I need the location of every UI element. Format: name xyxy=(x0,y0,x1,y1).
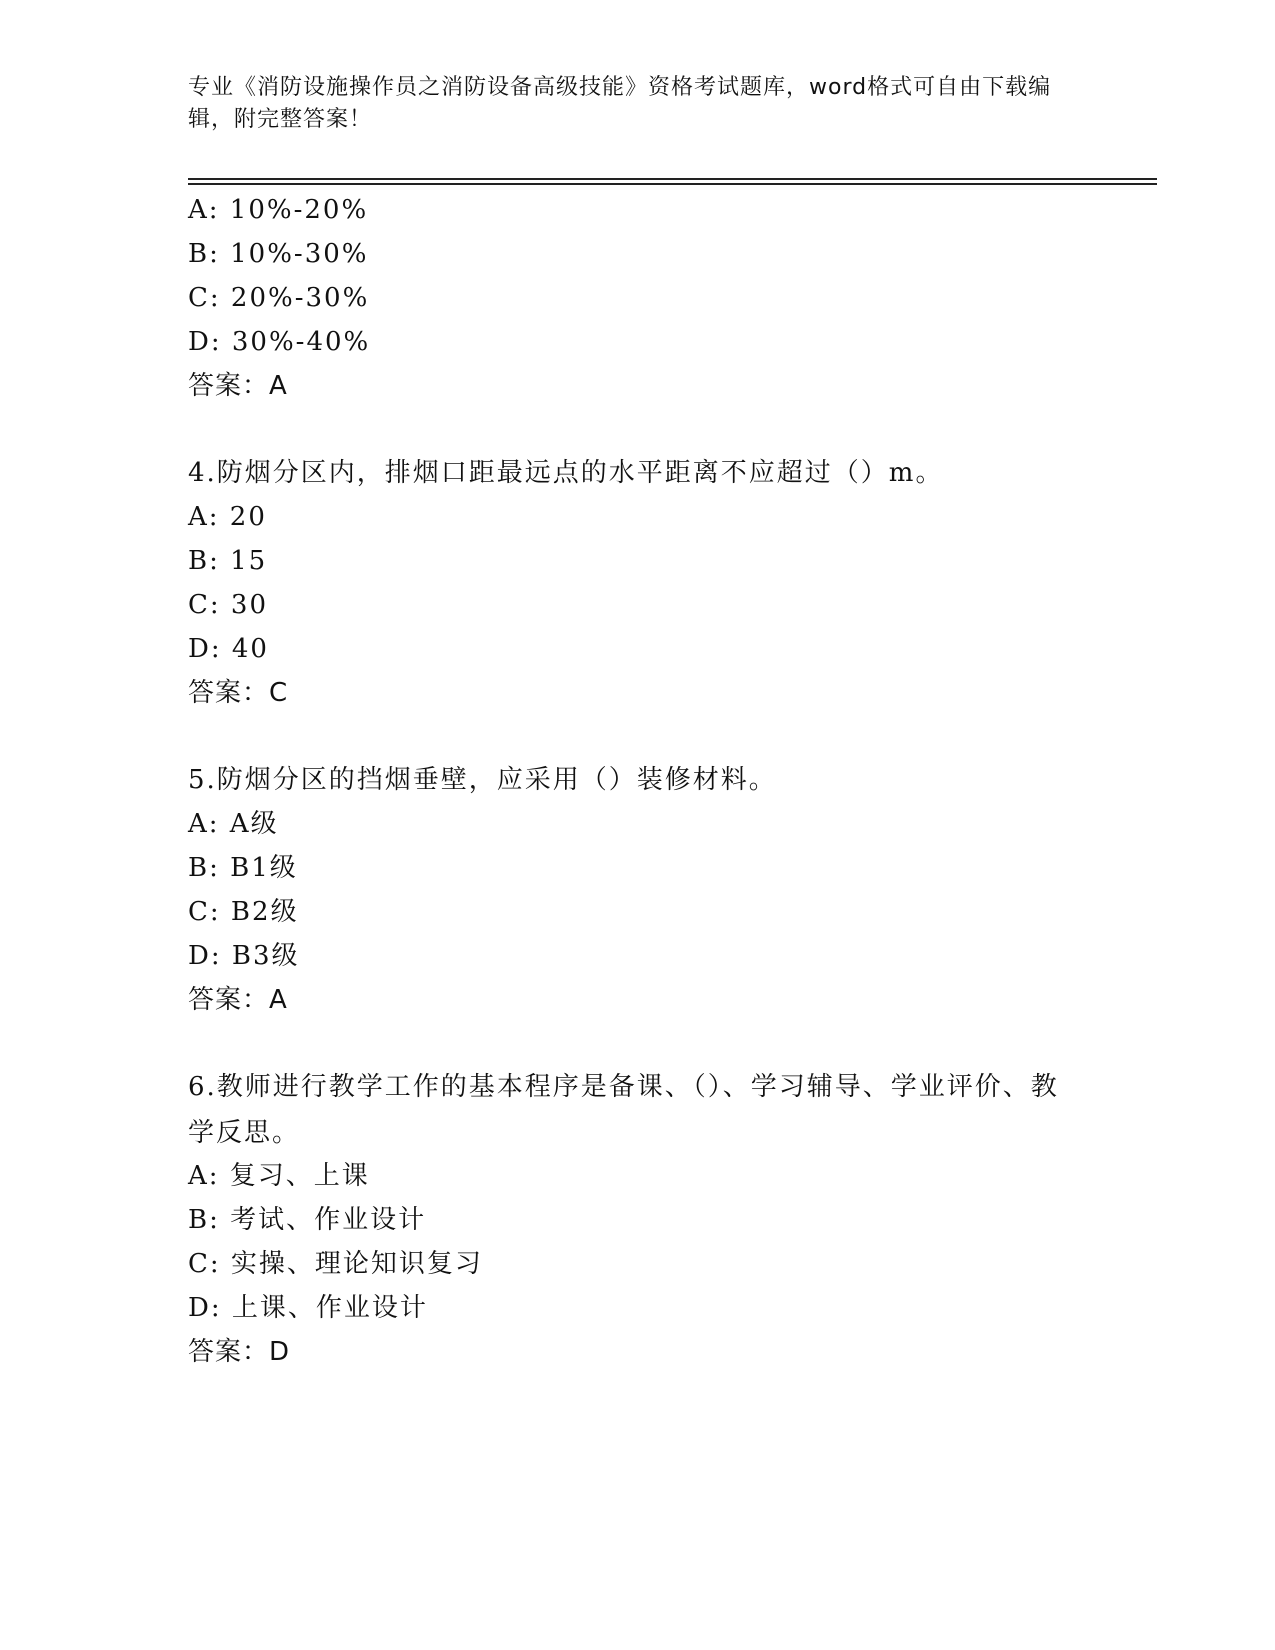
q6-option-c: C: 实操、理论知识复习 xyxy=(188,1249,483,1279)
q5-answer: 答案：A xyxy=(188,985,288,1015)
q6-option-d: D: 上课、作业设计 xyxy=(188,1293,428,1323)
q3-option-d: D: 30%-40% xyxy=(188,327,371,357)
q5-option-d: D: B3级 xyxy=(188,941,300,971)
document-header: 专业《消防设施操作员之消防设备高级技能》资格考试题库，word格式可自由下载编辑，附完整答案！ xyxy=(188,75,1052,132)
q4-option-a: A: 20 xyxy=(188,502,267,532)
q4-question: 4.防烟分区内，排烟口距最远点的水平距离不应超过（）m。 xyxy=(188,458,944,488)
q5-option-c: C: B2级 xyxy=(188,897,299,927)
q4-option-c: C: 30 xyxy=(188,590,269,620)
q6-option-b: B: 考试、作业设计 xyxy=(188,1205,427,1235)
q6-answer: 答案：D xyxy=(188,1337,291,1367)
q5-option-b: B: B1级 xyxy=(188,853,298,883)
q5-option-a: A: A级 xyxy=(188,809,279,839)
q4-option-d: D: 40 xyxy=(188,634,269,664)
q3-answer: 答案：A xyxy=(188,371,288,401)
q6-option-a: A: 复习、上课 xyxy=(188,1161,370,1191)
q4-answer: 答案：C xyxy=(188,678,289,708)
q3-option-b: B: 10%-30% xyxy=(188,239,369,269)
q5-question: 5.防烟分区的挡烟垂壁，应采用（）装修材料。 xyxy=(188,765,777,795)
header-divider-top xyxy=(188,178,1157,180)
q4-option-b: B: 15 xyxy=(188,546,268,576)
header-divider-bottom xyxy=(188,183,1157,185)
q6-question: 6.教师进行教学工作的基本程序是备课、（）、学习辅导、学业评价、教学反思。 xyxy=(188,1072,1059,1148)
q3-option-c: C: 20%-30% xyxy=(188,283,370,313)
q3-option-a: A: 10%-20% xyxy=(188,195,369,225)
